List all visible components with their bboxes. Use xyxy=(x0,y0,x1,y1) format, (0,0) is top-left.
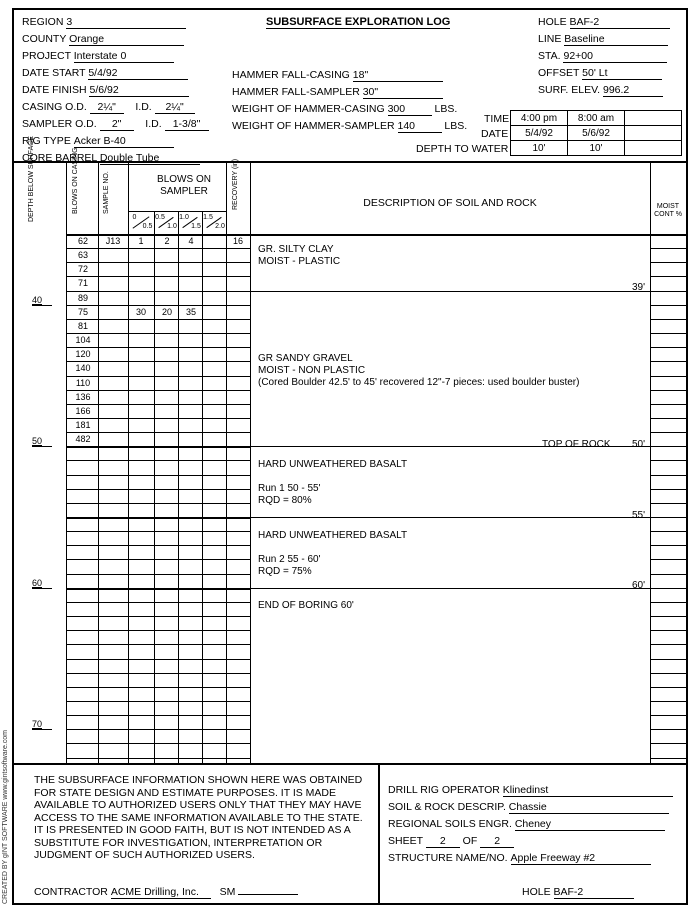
sampler-blow-value: 2 xyxy=(164,236,170,246)
row-line xyxy=(650,248,686,249)
sampler-blow-value: 20 xyxy=(161,307,172,317)
row-line xyxy=(66,347,250,348)
casing-row: CASING O.D. 2¼" I.D. 2¼" xyxy=(22,101,195,114)
casing-blow-value: 72 xyxy=(77,264,88,274)
blows-sampler-header: BLOWS ON SAMPLER xyxy=(157,174,211,197)
offset-row: OFFSET 50' Lt xyxy=(538,67,662,80)
row-line xyxy=(650,503,686,504)
row-line xyxy=(66,602,250,603)
casing-blow-value: 166 xyxy=(75,406,91,416)
row-line xyxy=(66,630,250,631)
sampler-subheader-line xyxy=(128,211,226,212)
line-row: LINE Baseline xyxy=(538,33,668,46)
casing-blow-value: 81 xyxy=(77,321,88,331)
row-line xyxy=(650,361,686,362)
row-line xyxy=(650,729,686,730)
row-line xyxy=(650,687,686,688)
recovery-value: 16 xyxy=(232,236,243,246)
surf-elev-row: SURF. ELEV. 996.2 xyxy=(538,84,663,97)
row-line xyxy=(650,531,686,532)
row-line xyxy=(650,390,686,391)
row-line xyxy=(66,659,250,660)
row-line xyxy=(66,644,250,645)
row-line xyxy=(650,559,686,560)
row-line xyxy=(66,673,250,674)
row-line xyxy=(650,347,686,348)
row-line xyxy=(66,361,250,362)
casing-blow-value: 62 xyxy=(77,236,88,246)
layer-4-end-depth: 60' xyxy=(632,580,646,591)
row-line xyxy=(650,291,686,292)
row-line xyxy=(66,262,250,263)
row-line xyxy=(66,559,250,560)
layer-1-description: GR. SILTY CLAY MOIST - PLASTIC xyxy=(258,244,341,267)
casing-blow-value: 89 xyxy=(77,293,88,303)
column-line xyxy=(250,161,251,763)
hammer-fall-casing-row: HAMMER FALL-CASING 18" xyxy=(232,69,443,82)
project-row: PROJECT Interstate 0 xyxy=(22,50,174,63)
row-line xyxy=(650,517,686,518)
row-line xyxy=(66,531,250,532)
interval-start: 1.5 xyxy=(203,214,213,221)
water-table: 4:00 pm 8:00 am 5/4/92 5/6/92 10' 10' xyxy=(510,110,682,156)
contractor-row: CONTRACTOR ACME Drilling, Inc. SM xyxy=(34,886,298,899)
row-line xyxy=(650,743,686,744)
row-line xyxy=(650,305,686,306)
column-line xyxy=(202,211,203,763)
layer-4-description: HARD UNWEATHERED BASALT Run 2 55 - 60' RQD = 75% xyxy=(258,530,408,577)
sta-row: STA. 92+00 xyxy=(538,50,667,63)
row-line xyxy=(650,659,686,660)
depth-header: DEPTH BELOW SURFACE xyxy=(28,136,35,222)
sampler-blow-value: 4 xyxy=(188,236,194,246)
row-line xyxy=(650,319,686,320)
layer-boundary xyxy=(250,517,650,518)
hole-row: HOLE BAF-2 xyxy=(538,16,670,29)
casing-blow-value: 104 xyxy=(75,335,91,345)
row-line xyxy=(650,460,686,461)
row-line xyxy=(650,276,686,277)
row-line xyxy=(650,673,686,674)
disclaimer: THE SUBSURFACE INFORMATION SHOWN HERE WAS OBTAINED FOR STATE DESIGN AND ESTIMATE PURPOSES. IT IS MADE AVAILABLE TO AUTHORIZED USERS ONLY THAT THEY MAY HAVE ACCESS TO THE SAME INFORMATION AVAILABLE TO THE STATE. IT IS PRESENTED IN GOOD FAITH, BUT IS NOT INTENDED AS A SUBSTITUTE FOR INVESTIGATION, INTERPRETATION OR JUDGMENT OF SUCH AUTHORIZED USERS. xyxy=(34,774,363,861)
weight-sampler-row: WEIGHT OF HAMMER-SAMPLER 140 LBS. xyxy=(232,120,468,132)
row-line xyxy=(650,758,686,759)
row-line xyxy=(650,715,686,716)
row-line xyxy=(66,376,250,377)
row-line xyxy=(66,404,250,405)
casing-blow-value: 120 xyxy=(75,349,91,359)
rig-type-row: RIG TYPE Acker B-40 xyxy=(22,135,174,148)
top-of-rock-label: TOP OF ROCK xyxy=(542,439,611,450)
row-line xyxy=(650,432,686,433)
interval-end: 2.0 xyxy=(215,223,225,230)
casing-header: BLOWS ON CASING xyxy=(72,147,79,214)
row-line xyxy=(650,418,686,419)
row-line xyxy=(66,460,250,461)
row-line xyxy=(66,616,250,617)
sample-number: J13 xyxy=(105,236,121,246)
row-line xyxy=(66,475,250,476)
layer-boundary xyxy=(66,588,250,590)
footer-hole-row: HOLE BAF-2 xyxy=(522,886,634,899)
interval-end: 1.0 xyxy=(167,223,177,230)
row-line xyxy=(650,262,686,263)
interval-start: 0.5 xyxy=(155,214,165,221)
software-credit: CREATED BY gINT SOFTWARE www.gintsoftware.com xyxy=(2,729,9,904)
layer-boundary xyxy=(250,291,650,292)
depth-mark: 60 xyxy=(32,578,43,588)
row-line xyxy=(650,475,686,476)
sample-header: SAMPLE NO. xyxy=(103,171,110,214)
row-line xyxy=(66,319,250,320)
depth-to-water-label: DEPTH TO WATER xyxy=(416,143,509,155)
row-line xyxy=(650,644,686,645)
row-line xyxy=(650,602,686,603)
column-line xyxy=(154,211,155,763)
row-line xyxy=(66,291,250,292)
row-line xyxy=(650,545,686,546)
row-line xyxy=(66,545,250,546)
row-line xyxy=(66,276,250,277)
weight-casing-row: WEIGHT OF HAMMER-CASING 300 LBS. xyxy=(232,103,458,115)
layer-1-end-depth: 39' xyxy=(632,282,646,293)
interval-start: 1.0 xyxy=(179,214,189,221)
depth-mark: 70 xyxy=(32,719,43,729)
row-line xyxy=(66,574,250,575)
layer-5-description: END OF BORING 60' xyxy=(258,600,354,611)
interval-start: 0 xyxy=(132,214,137,221)
moist-header: MOIST CONT % xyxy=(654,203,682,218)
recovery-header: RECOVERY (in) xyxy=(232,158,239,210)
row-line xyxy=(650,404,686,405)
row-line xyxy=(66,687,250,688)
casing-blow-value: 75 xyxy=(77,307,88,317)
row-line xyxy=(650,489,686,490)
structure-row: STRUCTURE NAME/NO. Apple Freeway #2 xyxy=(388,852,651,865)
footer-split xyxy=(378,763,380,905)
date-start-row: DATE START 5/4/92 xyxy=(22,67,188,80)
layer-3-end-depth: 55' xyxy=(632,510,646,521)
layer-2-end-depth: 50' xyxy=(632,439,646,450)
hammer-fall-sampler-row: HAMMER FALL-SAMPLER 30" xyxy=(232,86,443,99)
row-line xyxy=(66,715,250,716)
casing-blow-value: 71 xyxy=(77,278,88,288)
row-line xyxy=(66,432,250,433)
row-line xyxy=(66,418,250,419)
row-line xyxy=(66,729,250,730)
row-line xyxy=(650,701,686,702)
region-row: REGION 3 xyxy=(22,16,186,29)
casing-blow-value: 181 xyxy=(75,420,91,430)
sampler-row: SAMPLER O.D. 2" I.D. 1-3/8" xyxy=(22,118,209,131)
sampler-blow-value: 30 xyxy=(135,307,146,317)
row-line xyxy=(650,616,686,617)
row-line xyxy=(650,446,686,447)
footer-divider xyxy=(14,763,686,765)
operator-row: DRILL RIG OPERATOR Klinedinst xyxy=(388,784,673,797)
depth-mark: 40 xyxy=(32,295,43,305)
row-line xyxy=(650,376,686,377)
county-row: COUNTY Orange xyxy=(22,33,184,46)
row-line xyxy=(650,333,686,334)
row-line xyxy=(66,743,250,744)
row-line xyxy=(66,701,250,702)
row-line xyxy=(650,574,686,575)
sampler-blow-value: 1 xyxy=(138,236,144,246)
layer-3-description: HARD UNWEATHERED BASALT Run 1 50 - 55' RQD = 80% xyxy=(258,459,408,506)
description-header: DESCRIPTION OF SOIL AND ROCK xyxy=(363,197,537,209)
column-line xyxy=(178,211,179,763)
header-divider xyxy=(14,161,686,163)
row-line xyxy=(66,390,250,391)
sampler-blow-value: 35 xyxy=(185,307,196,317)
core-barrel-row: CORE BARREL Double Tube xyxy=(22,152,200,165)
depth-mark: 50 xyxy=(32,436,43,446)
layer-boundary xyxy=(66,517,250,519)
row-line xyxy=(66,248,250,249)
layer-2-description: GR SANDY GRAVEL MOIST - NON PLASTIC (Cored Boulder 42.5' to 45' recovered 12"-7 pieces: used boulder buster) xyxy=(258,353,580,388)
page-title: SUBSURFACE EXPLORATION LOG xyxy=(266,16,451,28)
soils-engr-row: REGIONAL SOILS ENGR. Cheney xyxy=(388,818,665,831)
row-line xyxy=(650,588,686,589)
row-line xyxy=(66,489,250,490)
row-line xyxy=(650,630,686,631)
layer-boundary xyxy=(66,446,250,448)
casing-blow-value: 140 xyxy=(75,363,91,373)
casing-blow-value: 63 xyxy=(77,250,88,260)
date-label: DATE xyxy=(481,128,509,140)
layer-boundary xyxy=(250,588,650,589)
casing-blow-value: 482 xyxy=(75,434,91,444)
date-finish-row: DATE FINISH 5/6/92 xyxy=(22,84,189,97)
time-label: TIME xyxy=(484,113,510,125)
row-line xyxy=(66,305,250,306)
row-line xyxy=(66,333,250,334)
casing-blow-value: 110 xyxy=(75,378,91,388)
row-line xyxy=(66,503,250,504)
row-line xyxy=(66,758,250,759)
sheet-row: SHEET 2 OF 2 xyxy=(388,835,514,848)
soil-descrip-row: SOIL & ROCK DESCRIP. Chassie xyxy=(388,801,669,814)
log-sheet xyxy=(12,8,688,905)
casing-blow-value: 136 xyxy=(75,392,91,402)
interval-end: 1.5 xyxy=(191,223,201,230)
interval-end: 0.5 xyxy=(142,223,153,230)
